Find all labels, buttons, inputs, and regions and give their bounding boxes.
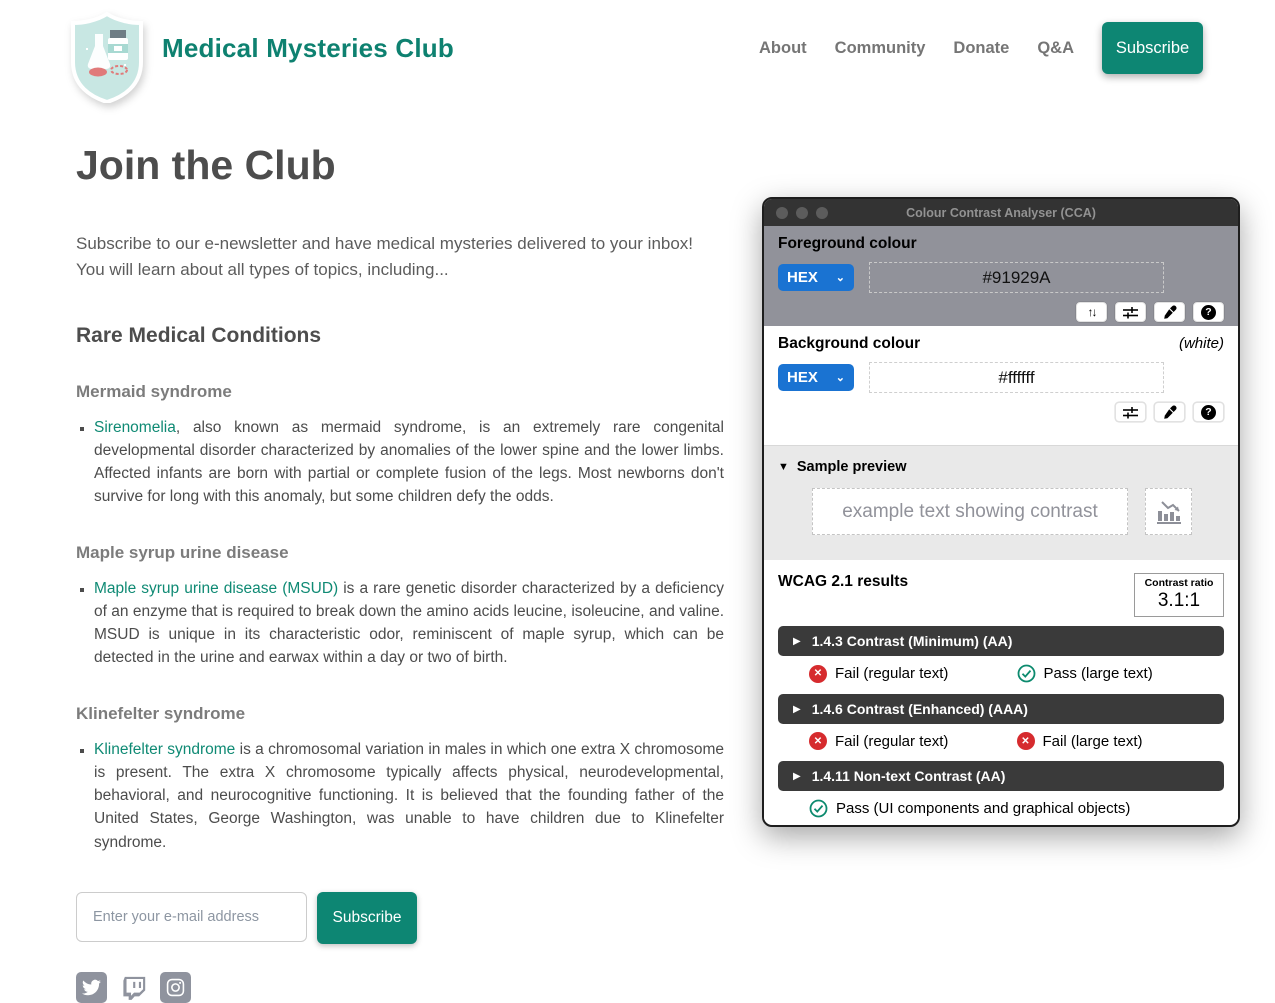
sample-text: example text showing contrast [842, 500, 1098, 522]
brand-title[interactable]: Medical Mysteries Club [162, 33, 454, 63]
condition-list [76, 577, 724, 670]
twitch-icon[interactable] [118, 972, 149, 1003]
sirenomelia-link[interactable]: Sirenomelia [94, 418, 176, 436]
nav-community[interactable]: Community [834, 38, 926, 57]
msud-link[interactable]: Maple syrup urine disease (MSUD) [94, 579, 339, 597]
result-item-fail [809, 664, 1017, 683]
main-nav [759, 0, 1203, 96]
foreground-hex-input[interactable] [869, 262, 1164, 293]
wcag-section-1411[interactable] [778, 761, 1224, 791]
list-item [94, 738, 724, 854]
email-input[interactable] [76, 892, 307, 942]
wcag-results-1411 [778, 791, 1224, 820]
window-title: Colour Contrast Analyser (CCA) [906, 205, 1096, 220]
wcag-section-143[interactable] [778, 626, 1224, 656]
swap-colours-button[interactable] [1076, 302, 1107, 322]
background-colour-section [764, 326, 1238, 445]
sample-preview-toggle[interactable] [778, 459, 1224, 475]
result-item-pass [809, 799, 1224, 818]
chevron-down-icon: ⌄ [835, 272, 845, 284]
list-item [94, 577, 724, 670]
site-header [0, 0, 1275, 112]
foreground-colour-section [764, 226, 1238, 326]
instagram-icon[interactable] [160, 972, 191, 1003]
result-label: Pass (UI components and graphical objects) [836, 800, 1131, 817]
section-heading: Rare Medical Conditions [76, 323, 322, 347]
fail-icon: ✕ [809, 665, 827, 683]
klinefelter-link[interactable]: Klinefelter syndrome [94, 740, 236, 758]
signup-form [76, 892, 724, 944]
foreground-hex-row [778, 262, 1224, 293]
contrast-ratio-box [1134, 573, 1224, 617]
nav-subscribe-button[interactable]: Subscribe [1102, 22, 1203, 74]
social-links [76, 972, 724, 1003]
wcag-results-title: WCAG 2.1 results [778, 573, 909, 590]
result-label: Fail (regular text) [835, 732, 949, 750]
twitter-icon[interactable] [76, 972, 107, 1003]
background-eyedropper-button[interactable] [1154, 402, 1185, 422]
sample-text-box [812, 488, 1128, 535]
collapse-arrow-icon: ▼ [778, 461, 789, 473]
result-label: Pass (large text) [1043, 665, 1153, 682]
background-format-select[interactable] [778, 364, 854, 391]
background-colour-name: (white) [1178, 335, 1224, 352]
nav-qa[interactable]: Q&A [1037, 38, 1074, 57]
foreground-help-button[interactable] [1193, 302, 1224, 322]
wcag-results-143 [778, 656, 1224, 685]
main-content [76, 130, 724, 1003]
sample-graphics-box [1145, 488, 1192, 535]
expand-arrow-icon: ▶ [793, 770, 801, 782]
foreground-tools [778, 302, 1224, 322]
background-hex-row [778, 362, 1224, 393]
sliders-icon [1123, 406, 1138, 419]
form-subscribe-button[interactable]: Subscribe [317, 892, 417, 944]
wcag-results-section [764, 560, 1238, 820]
club-logo-shield[interactable] [62, 8, 152, 103]
page-title: Join the Club [76, 142, 336, 188]
background-label: Background colour [778, 335, 921, 352]
expand-arrow-icon: ▶ [793, 703, 801, 715]
condition-heading-mermaid: Mermaid syndrome [76, 381, 232, 401]
condition-list [76, 416, 724, 509]
background-tools [778, 402, 1224, 422]
cca-window [762, 197, 1240, 827]
condition-text: is a chromosomal variation in males in which one extra X chromosome is present. The extra X chromosome typically affects physical, neurodevelopmental, behavioral, and neurocognitive functioning. It is believed that the founding father of the United States, George Washington, was unable to have children due to Klinefelter syndrome. [94, 740, 724, 851]
format-value: HEX [787, 369, 818, 386]
foreground-eyedropper-button[interactable] [1154, 302, 1185, 322]
fail-icon: ✕ [1017, 732, 1035, 750]
sample-preview-section [764, 445, 1238, 560]
result-item-fail [809, 732, 1017, 750]
foreground-format-select[interactable] [778, 264, 854, 291]
contrast-ratio-label: Contrast ratio [1144, 577, 1214, 589]
fail-icon: ✕ [809, 732, 827, 750]
swap-icon: ↑↓ [1087, 305, 1096, 319]
chart-icon [1154, 497, 1184, 527]
wcag-results-146 [778, 724, 1224, 752]
condition-text: is a rare genetic disorder characterized by a deficiency of an enzyme that is required to break down the amino acids leucine, isoleucine, and valine. MSUD is unique in its characteristic odor, reminiscent of maple syrup, which can be detected in the urine and earwax within a day or two of birth. [94, 579, 724, 667]
condition-list [76, 738, 724, 854]
nav-donate[interactable]: Donate [953, 38, 1010, 57]
condition-heading-klinefelter: Klinefelter syndrome [76, 703, 246, 723]
result-label: Fail (regular text) [835, 665, 949, 682]
list-item [94, 416, 724, 509]
wcag-section-title: 1.4.11 Non-text Contrast (AA) [811, 768, 1006, 784]
wcag-section-title: 1.4.6 Contrast (Enhanced) (AAA) [811, 701, 1028, 717]
contrast-ratio-value: 3.1:1 [1157, 590, 1201, 611]
sliders-icon [1123, 306, 1138, 319]
background-help-button[interactable] [1193, 402, 1224, 422]
foreground-sliders-button[interactable] [1115, 302, 1146, 322]
eyedropper-icon [1163, 305, 1177, 319]
help-icon: ? [1201, 405, 1216, 420]
wcag-section-146[interactable] [778, 694, 1224, 724]
cca-titlebar[interactable] [764, 199, 1238, 226]
help-icon: ? [1201, 305, 1216, 320]
pass-icon [809, 799, 828, 818]
background-sliders-button[interactable] [1115, 402, 1146, 422]
foreground-label: Foreground colour [778, 235, 917, 252]
nav-about[interactable]: About [759, 38, 807, 57]
pass-icon [1017, 664, 1036, 683]
condition-heading-msud: Maple syrup urine disease [76, 542, 289, 562]
result-item-pass [1017, 664, 1225, 683]
eyedropper-icon [1163, 405, 1177, 419]
result-item-fail [1017, 732, 1225, 750]
condition-text: , also known as mermaid syndrome, is an extremely rare congenital developmental disorder characterized by anomalies of the lower spine and the lower limbs. Affected infants are born with partial or complete fusion of the legs. Most newborns don't survive for long with this anomaly, but some children defy the odds. [94, 418, 724, 506]
sample-preview-label: Sample preview [796, 459, 907, 475]
format-value: HEX [787, 269, 818, 286]
chevron-down-icon: ⌄ [835, 372, 845, 384]
result-label: Fail (large text) [1042, 732, 1143, 750]
intro-paragraph: Subscribe to our e-newsletter and have medical mysteries delivered to your inbox! You will learn about all types of topics, including... [76, 234, 694, 280]
background-hex-input[interactable] [869, 362, 1164, 393]
expand-arrow-icon: ▶ [793, 635, 801, 647]
wcag-section-title: 1.4.3 Contrast (Minimum) (AA) [811, 633, 1013, 649]
